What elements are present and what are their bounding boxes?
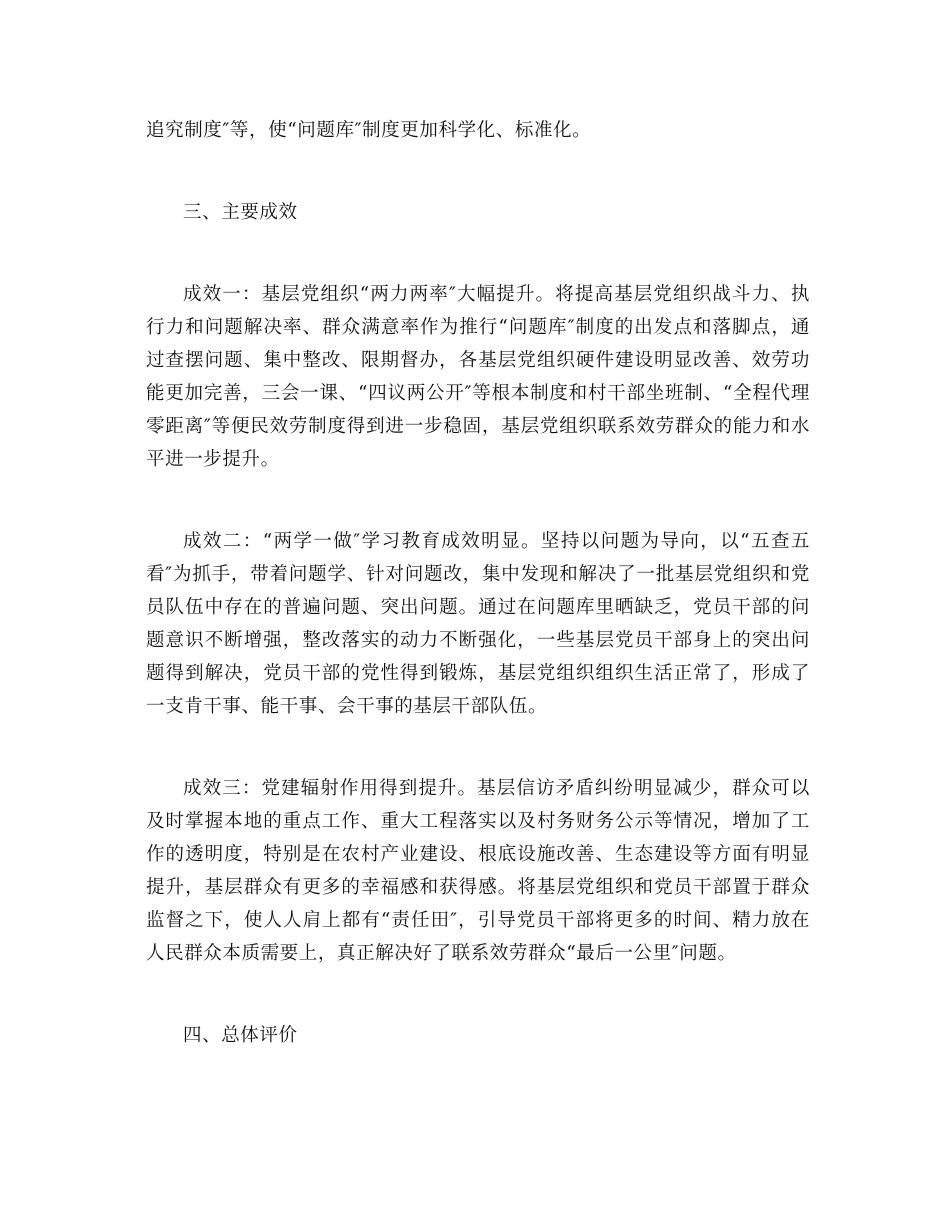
document-body [146,114,810,1101]
section-heading-overall-evaluation: 四、总体评价 [183,1025,298,1046]
paragraph-result-one: 成效一：基层党组织“两力两率″大幅提升。将提高基层党组织战斗力、执行力和问题解决率、群众满意率作为推行“问题库″制度的出发点和落脚点，通过查摆问题、集中整改、限期督办，各基层党组织硬件建设明显改善、效劳功能更加完善，三会一课、“四议两公开″等根本制度和村干部坐班制、“全程代理零距离″等便民效劳制度得到进一步稳固，基层党组织联系效劳群众的能力和水平进一步提升。 [146,284,810,470]
section-heading-main-results: 三、主要成效 [183,202,298,223]
paragraph-result-three: 成效三：党建辐射作用得到提升。基层信访矛盾纠纷明显减少，群众可以及时掌握本地的重点工作、重大工程落实以及村务财务公示等情况，增加了工作的透明度，特别是在农村产业建设、根底设施改善、生态建设等方面有明显提升，基层群众有更多的幸福感和获得感。将基层党组织和党员干部置于群众监督之下，使人人肩上都有“责任田″，引导党员干部将更多的时间、精力放在人民群众本质需要上，真正解决好了联系效劳群众“最后一公里″问题。 [146,778,810,964]
paragraph-continuation: 追究制度″等，使“问题库″制度更加科学化、标准化。 [146,120,592,141]
paragraph-result-two: 成效二：“两学一做″学习教育成效明显。坚持以问题为导向，以“五查五看″为抓手，带着问题学、针对问题改，集中发现和解决了一批基层党组织和党员队伍中存在的普遍问题、突出问题。通过在问题库里晒缺乏，党员干部的问题意识不断增强，整改落实的动力不断强化，一些基层党员干部身上的突出问题得到解决，党员干部的党性得到锻炼，基层党组织组织生活正常了，形成了一支肯干事、能干事、会干事的基层干部队伍。 [146,531,810,717]
